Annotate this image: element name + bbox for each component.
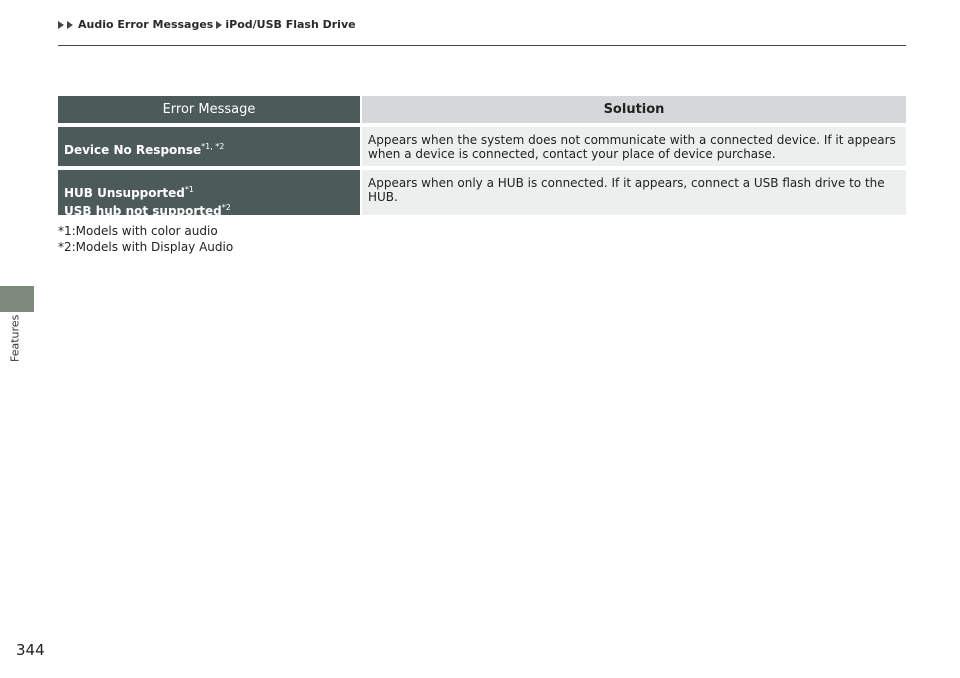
solution-cell: Appears when only a HUB is connected. If it appears, connect a USB flash drive to the HUB. bbox=[362, 170, 906, 215]
triangle-right-icon bbox=[67, 21, 73, 29]
footnote-ref: *2 bbox=[221, 203, 231, 212]
breadcrumb-link-audio-error-messages[interactable]: Audio Error Messages bbox=[78, 18, 214, 31]
error-message-cell bbox=[58, 170, 360, 218]
footnotes bbox=[58, 223, 233, 255]
error-message-cell bbox=[58, 127, 360, 166]
error-message-text: Device No Response bbox=[64, 143, 202, 157]
table-header-row bbox=[58, 96, 906, 123]
column-header-error-message: Error Message bbox=[58, 96, 360, 123]
solution-cell: Appears when the system does not communicate with a connected device. If it appears when a device is connected, contact your place of device purchase. bbox=[362, 127, 906, 166]
breadcrumb bbox=[58, 18, 359, 31]
column-header-solution: Solution bbox=[362, 96, 906, 123]
side-tab-label: Features bbox=[8, 314, 22, 362]
breadcrumb-link-ipod-usb[interactable]: iPod/USB Flash Drive bbox=[225, 18, 356, 31]
triangle-right-icon bbox=[58, 21, 64, 29]
table-row bbox=[58, 127, 906, 166]
table-row bbox=[58, 170, 906, 218]
error-message-table bbox=[58, 96, 906, 218]
error-message-text: USB hub not supported bbox=[64, 204, 222, 218]
footnote-ref: *1, *2 bbox=[201, 142, 225, 151]
error-message-text: HUB Unsupported bbox=[64, 186, 185, 200]
page-number: 344 bbox=[16, 641, 45, 659]
footnote: *2:Models with Display Audio bbox=[58, 240, 234, 254]
footnote: *1:Models with color audio bbox=[58, 224, 218, 238]
header-divider bbox=[58, 45, 906, 46]
footnote-ref: *1 bbox=[184, 185, 194, 194]
triangle-right-icon bbox=[216, 21, 222, 29]
